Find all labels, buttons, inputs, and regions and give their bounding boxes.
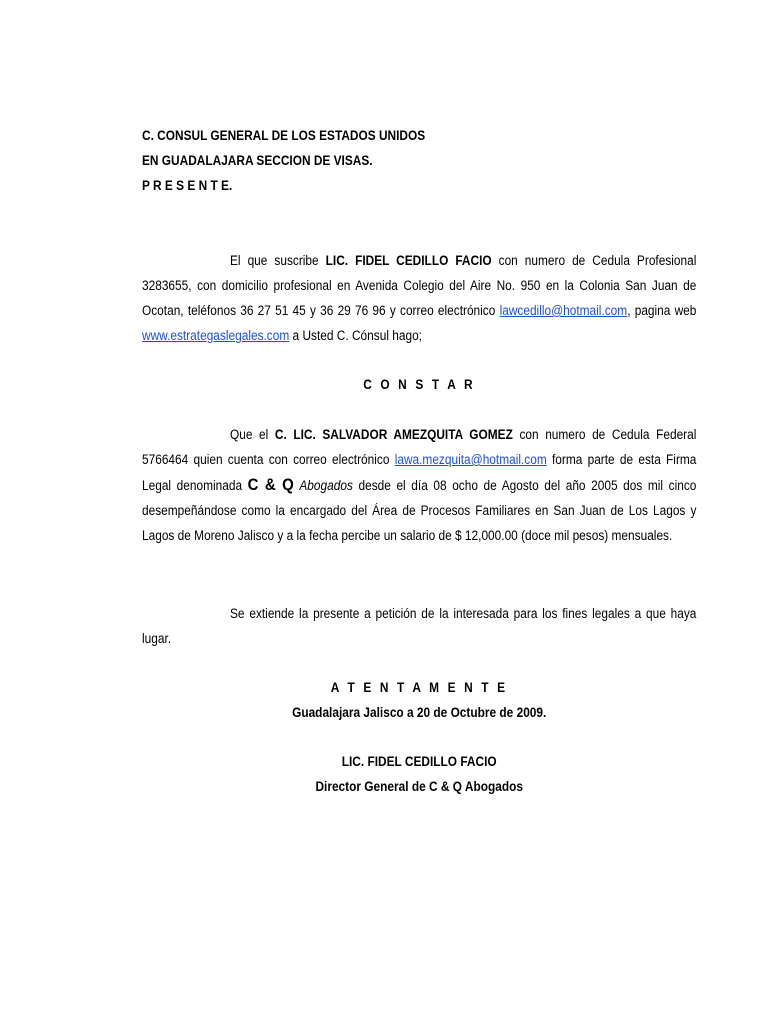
intro-paragraph [142, 248, 696, 348]
firm-name: C & Q [247, 475, 294, 494]
addressee-line-3: P R E S E N T E. [142, 178, 233, 193]
cert-body-1: con numero de Cedula Federal 5766464 quien cuenta con correo electrónico [142, 427, 697, 467]
cert-body-2: forma parte de esta Firma Legal denominada [142, 452, 697, 493]
signer-name: LIC. FIDEL CEDILLO FACIO [325, 253, 492, 268]
signature-title: Director General de C & Q Abogados [315, 779, 523, 794]
cert-body-3: desde el día 08 ocho de Agosto del año 2005 dos mil cinco desempeñándose como la encargado del Área de Procesos Familiares en San Juan de Los Lagos y Lagos de Moreno Jalisco y a la fecha percibe un salario de $ 12,000.00 (doce mil pesos) mensuales. [142, 478, 697, 543]
place-date: Guadalajara Jalisco a 20 de Octubre de 2009. [292, 705, 547, 720]
constar-heading: C O N S T A R [363, 377, 476, 392]
intro-body: con numero de Cedula Profesional 3283655, con domicilio profesional en Avenida Colegio del Aire No. 950 en la Colonia San Juan de Ocotan, teléfonos 36 27 51 45 y 36 29 76 96 y correo electrónico [142, 253, 697, 318]
addressee-line-2: EN GUADALAJARA SECCION DE VISAS. [142, 153, 373, 168]
intro-suffix: a Usted C. Cónsul hago; [289, 328, 422, 343]
employee-name: C. LIC. SALVADOR AMEZQUITA GOMEZ [274, 427, 513, 442]
cert-prefix: Que el [230, 427, 275, 442]
addressee-line-1: C. CONSUL GENERAL DE LOS ESTADOS UNIDOS [142, 128, 426, 143]
employee-email-link[interactable]: lawa.mezquita@hotmail.com [394, 452, 547, 467]
intro-mid: , pagina web [627, 303, 697, 318]
firm-suffix: Abogados [299, 478, 353, 493]
atentamente-heading: A T E N T A M E N T E [330, 680, 508, 695]
intro-prefix: El que suscribe [230, 253, 326, 268]
certification-paragraph [142, 422, 696, 548]
addressee-block [142, 123, 696, 198]
closing-paragraph: Se extiende la presente a petición de la interesada para los fines legales a que haya lugar. [142, 606, 697, 646]
website-link[interactable]: www.estrategaslegales.com [142, 328, 290, 343]
signature-name: LIC. FIDEL CEDILLO FACIO [341, 754, 497, 769]
signer-email-link[interactable]: lawcedillo@hotmail.com [499, 303, 628, 318]
